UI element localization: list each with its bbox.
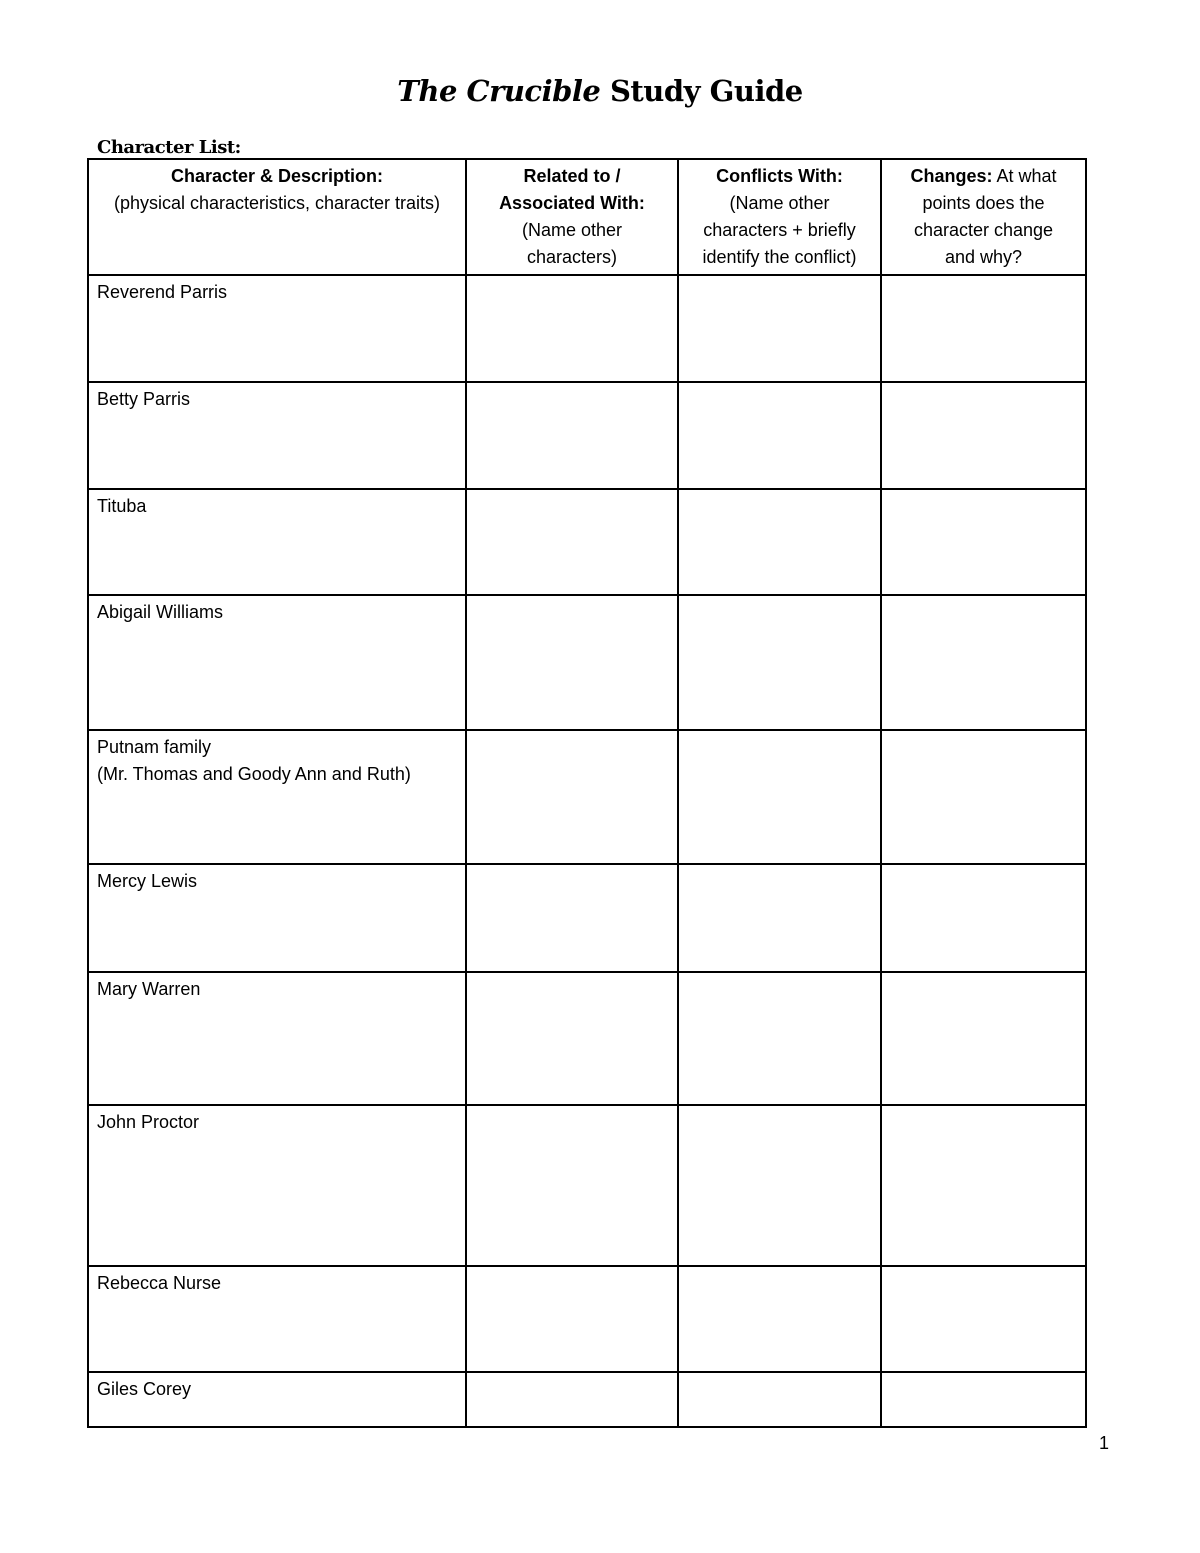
header-line: Related to / <box>523 166 621 186</box>
conflicts-cell[interactable] <box>678 489 881 595</box>
changes-cell[interactable] <box>881 1105 1086 1266</box>
header-line: characters + briefly <box>703 220 856 240</box>
character-name: Reverend Parris <box>97 282 228 302</box>
character-name: Rebecca Nurse <box>97 1273 222 1293</box>
character-name: Mary Warren <box>97 979 201 999</box>
character-cell[interactable] <box>88 864 466 972</box>
changes-cell[interactable] <box>881 382 1086 489</box>
page-title <box>0 74 1200 108</box>
character-cell[interactable] <box>88 1372 466 1427</box>
table-row <box>88 730 1086 864</box>
character-name: Betty Parris <box>97 389 191 409</box>
related-cell[interactable] <box>466 1266 678 1372</box>
header-line: (Name other <box>521 220 623 240</box>
header-related-to <box>466 159 678 275</box>
header-character-description <box>88 159 466 275</box>
related-cell[interactable] <box>466 275 678 382</box>
related-cell[interactable] <box>466 1105 678 1266</box>
changes-cell[interactable] <box>881 489 1086 595</box>
header-line: (physical characteristics, character traits) <box>113 193 441 213</box>
character-name: John Proctor <box>97 1112 200 1132</box>
changes-cell[interactable] <box>881 1266 1086 1372</box>
related-cell[interactable] <box>466 864 678 972</box>
conflicts-cell[interactable] <box>678 595 881 730</box>
changes-cell[interactable] <box>881 730 1086 864</box>
character-table <box>87 158 1087 1428</box>
header-line: identify the conflict) <box>702 247 857 267</box>
conflicts-cell[interactable] <box>678 972 881 1105</box>
header-line: characters) <box>526 247 618 267</box>
conflicts-cell[interactable] <box>678 730 881 864</box>
table-row <box>88 1266 1086 1372</box>
table-row <box>88 275 1086 382</box>
header-line: (Name other <box>729 193 830 213</box>
table-row <box>88 595 1086 730</box>
table-row <box>88 489 1086 595</box>
header-changes-bold: Changes: <box>910 166 993 186</box>
header-changes-rest: At what <box>996 166 1057 186</box>
character-name: Putnam family <box>97 737 212 757</box>
changes-cell[interactable] <box>881 595 1086 730</box>
changes-cell[interactable] <box>881 972 1086 1105</box>
header-line: Conflicts With: <box>716 166 843 186</box>
page-number: 1 <box>1099 1433 1110 1453</box>
title-rest: Study Guide <box>609 74 803 108</box>
header-line: Character & Description: <box>170 166 384 186</box>
character-cell[interactable] <box>88 275 466 382</box>
character-name: Giles Corey <box>97 1379 192 1399</box>
character-cell[interactable] <box>88 382 466 489</box>
conflicts-cell[interactable] <box>678 1372 881 1427</box>
title-italic-part: The Crucible <box>397 74 601 108</box>
changes-cell[interactable] <box>881 864 1086 972</box>
character-cell[interactable] <box>88 1105 466 1266</box>
section-label: Character List: <box>97 137 241 158</box>
changes-cell[interactable] <box>881 1372 1086 1427</box>
header-changes <box>881 159 1086 275</box>
character-name: Tituba <box>97 496 147 516</box>
header-conflicts-with <box>678 159 881 275</box>
character-subtext: (Mr. Thomas and Goody Ann and Ruth) <box>97 764 411 784</box>
character-cell[interactable] <box>88 595 466 730</box>
related-cell[interactable] <box>466 595 678 730</box>
table-row <box>88 972 1086 1105</box>
header-line: Associated With: <box>499 193 645 213</box>
related-cell[interactable] <box>466 730 678 864</box>
conflicts-cell[interactable] <box>678 1266 881 1372</box>
conflicts-cell[interactable] <box>678 382 881 489</box>
character-name: Mercy Lewis <box>97 871 198 891</box>
character-cell[interactable] <box>88 972 466 1105</box>
character-cell[interactable] <box>88 489 466 595</box>
related-cell[interactable] <box>466 1372 678 1427</box>
table-row <box>88 864 1086 972</box>
related-cell[interactable] <box>466 382 678 489</box>
conflicts-cell[interactable] <box>678 1105 881 1266</box>
character-cell[interactable] <box>88 1266 466 1372</box>
header-line: points does the <box>922 193 1045 213</box>
table-row <box>88 1372 1086 1427</box>
related-cell[interactable] <box>466 972 678 1105</box>
related-cell[interactable] <box>466 489 678 595</box>
changes-cell[interactable] <box>881 275 1086 382</box>
character-name: Abigail Williams <box>97 602 224 622</box>
header-line: character change <box>913 220 1054 240</box>
table-row <box>88 1105 1086 1266</box>
header-row <box>88 159 1086 275</box>
header-line: and why? <box>944 247 1023 267</box>
conflicts-cell[interactable] <box>678 864 881 972</box>
header-line <box>890 163 1077 190</box>
table-row <box>88 382 1086 489</box>
conflicts-cell[interactable] <box>678 275 881 382</box>
character-cell[interactable] <box>88 730 466 864</box>
